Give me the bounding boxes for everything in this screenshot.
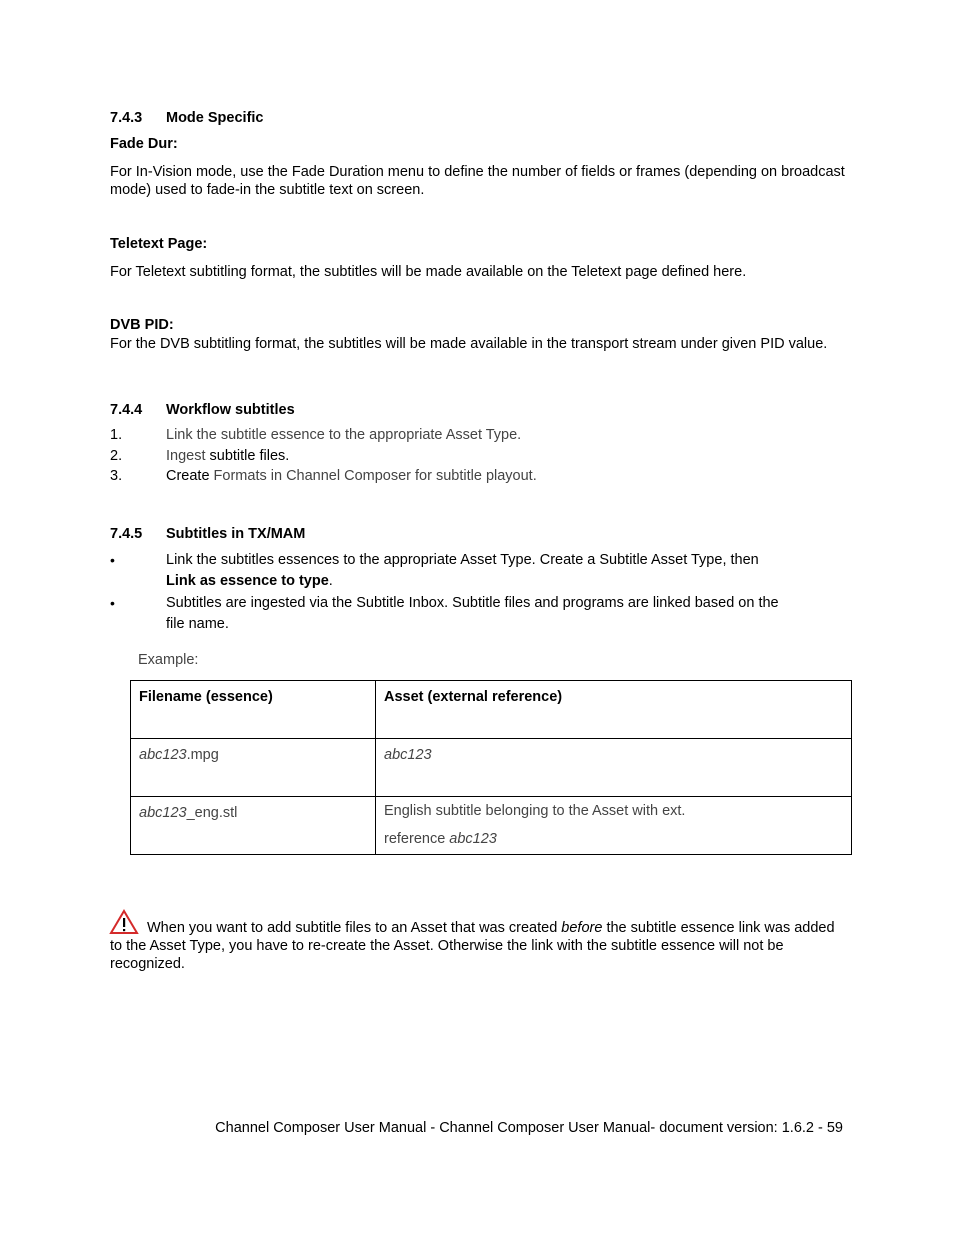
- cell-italic: abc123: [139, 805, 187, 821]
- fade-dur-label: Fade Dur:: [110, 136, 178, 152]
- section-heading-7-4-4: [110, 402, 295, 418]
- list-number: 1.: [110, 427, 123, 443]
- table-row: [131, 797, 852, 855]
- table-cell: [376, 797, 852, 855]
- warning-text-b: the subtitle essence link was added to the Asset Type, you have to re-create the Asset. Otherwise the link with the subtitle essence will not be recognized.: [110, 920, 835, 972]
- list-number: 3.: [110, 468, 123, 484]
- cell-text: reference: [384, 831, 450, 847]
- list-number: 2.: [110, 448, 123, 464]
- cell-text: English subtitle belonging to the Asset with ext.: [384, 803, 686, 819]
- dvb-pid-text: For the DVB subtitling format, the subtitles will be made available in the transport stream under given PID value.: [110, 336, 828, 352]
- section-number: 7.4.3: [110, 110, 143, 126]
- warning-text: [110, 919, 845, 973]
- example-label: Example:: [138, 652, 199, 668]
- table-cell: [131, 797, 376, 855]
- section-heading-7-4-3: [110, 110, 264, 126]
- bullet-symbol: •: [110, 595, 115, 611]
- punct: .: [328, 573, 333, 589]
- cell-text: _eng.stl: [186, 805, 238, 821]
- table-row: [131, 739, 852, 797]
- warning-emphasis: before: [561, 920, 603, 936]
- bullet-text: Link the subtitles essences to the appropriate Asset Type. Create a Subtitle Asset Type, then: [166, 552, 759, 568]
- bold-link-text: Link as essence to type: [166, 573, 329, 589]
- section-number: 7.4.4: [110, 402, 143, 418]
- table-header-row: [131, 681, 852, 739]
- page-footer: Channel Composer User Manual - Channel Composer User Manual- document version: 1.6.2 - 59: [215, 1120, 843, 1136]
- table-cell: [131, 739, 376, 797]
- table-header-cell: Filename (essence): [131, 681, 376, 739]
- cell-italic: abc123: [449, 831, 497, 847]
- example-table: [130, 680, 852, 855]
- section-title: Workflow subtitles: [166, 402, 295, 418]
- list-text: subtitle files.: [205, 448, 290, 464]
- bullet-text: Subtitles are ingested via the Subtitle Inbox. Subtitle files and programs are linked based on the: [166, 595, 779, 611]
- list-text: Ingest: [166, 448, 206, 464]
- cell-italic: abc123: [139, 747, 187, 763]
- teletext-text: For Teletext subtitling format, the subtitles will be made available on the Teletext page defined here.: [110, 264, 747, 280]
- table-cell: [376, 739, 852, 797]
- list-text: Link the subtitle essence to the appropriate Asset Type.: [166, 427, 522, 443]
- teletext-label: Teletext Page:: [110, 236, 208, 252]
- list-text: Formats in Channel Composer for subtitle playout.: [209, 468, 537, 484]
- bullet-text-cont: file name.: [166, 616, 229, 632]
- warning-text-a: When you want to add subtitle files to an Asset that was created: [147, 920, 562, 936]
- list-item: [110, 427, 521, 443]
- list-item: [110, 468, 537, 484]
- section-title: Mode Specific: [166, 110, 264, 126]
- fade-dur-text: For In-Vision mode, use the Fade Duration menu to define the number of fields or frames (depending on broadcast mode) used to fade-in the subtitle text on screen.: [110, 164, 845, 198]
- bullet-text-cont: [166, 573, 333, 589]
- cell-italic: abc123: [384, 747, 432, 763]
- list-text: Create: [166, 468, 210, 484]
- list-item: [110, 448, 289, 464]
- section-heading-7-4-5: [110, 526, 305, 542]
- cell-line: [384, 825, 843, 853]
- dvb-pid-label: DVB PID:: [110, 317, 174, 333]
- bullet-symbol: •: [110, 552, 115, 568]
- section-number: 7.4.5: [110, 526, 143, 542]
- section-title: Subtitles in TX/MAM: [166, 526, 306, 542]
- table-header-cell: Asset (external reference): [376, 681, 852, 739]
- cell-text: .mpg: [186, 747, 219, 763]
